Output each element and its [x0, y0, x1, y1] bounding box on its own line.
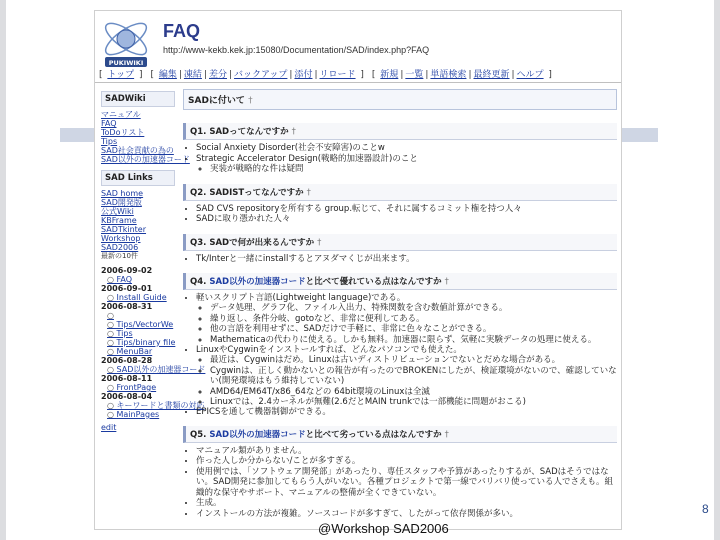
sidebar-sad-link[interactable]: Workshop — [101, 234, 141, 243]
header-divider — [95, 82, 621, 83]
list-item: • 生成。 — [196, 498, 617, 509]
recent-item-link[interactable]: ○ Tips — [101, 329, 175, 338]
q4-list — [183, 293, 617, 418]
sidebar-sad-link[interactable]: SAD開発版 — [101, 198, 142, 207]
recent-label: 最新の10件 — [101, 252, 138, 260]
sidebar-edit-link[interactable]: edit — [101, 423, 117, 432]
right-accent-stripe — [622, 128, 658, 142]
list-item: ◦ AMD64/EM64T/x86_64などの 64bit環境のLinuxは全滅 — [210, 387, 617, 397]
sidebar-wiki-links — [101, 110, 190, 164]
recent-date: 2006-09-01 — [101, 284, 153, 293]
sidebar-sad-link[interactable]: SADTkinter — [101, 225, 147, 234]
list-item: • SADに取り憑かれた人々 — [196, 214, 617, 225]
list-item: ◦ 最近は、Cygwinはだめ。Linuxは古いディストリビューションでないとだめな場合がある。 — [210, 355, 617, 365]
list-item: ◦ Mathematicaの代わりに使える。しかも無料。加速器に限らず、気軽に実験データの処理に使える。 — [210, 335, 617, 345]
heading-q3: Q3. SADで何が出来るんですか † — [183, 234, 617, 251]
sidebar-wiki-link[interactable]: FAQ — [101, 119, 117, 128]
heading-about-sad: SADに付いて † — [183, 89, 617, 110]
list-item: • LinuxやCygwinをインストールすれば、どんなパソコンでも使えた。 ◦ 最近は、Cygwinはだめ。Linuxは古いディストリビューションでないとだめな場合がある。 ◦ Cygwinは、正しく動かないとの報告が有ったのでBROKENにしたが、検証環境がないので、確認していない(開発環境はもう維持していない) ◦ AMD64/EM64T/x86_64などの 64bit環境のLinuxは全滅 ◦ Linuxでは、2.4カーネルが無難(2.6だとMAIN trunkでは一部機能に問題がおこる) — [196, 345, 617, 407]
list-item: ◦ Cygwinは、正しく動かないとの報告が有ったのでBROKENにしたが、検証環境がないので、確認していない(開発環境はもう維持していない) — [210, 366, 617, 387]
sidebar-sad-link[interactable]: SAD2006 — [101, 243, 139, 252]
q3-list — [183, 254, 617, 265]
list-item: • SAD CVS repositoryを所有する group.転じて、それに属するコミット権を持つ人々 — [196, 204, 617, 215]
q1-list — [183, 143, 617, 175]
recent-item-link[interactable]: ○ Tips/binary file — [101, 338, 175, 347]
list-item: • Tk/Interと一緒にinstallするとアヌダマくじが出来ます。 — [196, 254, 617, 265]
sidebar-sad-link[interactable]: SAD home — [101, 189, 144, 198]
list-item: • マニュアル類がありません。 — [196, 446, 617, 457]
menu-link[interactable]: ヘルプ — [516, 70, 544, 80]
main-content — [183, 89, 617, 519]
recent-item-link[interactable]: ○ FAQ — [101, 275, 175, 284]
sidebar-sad-link[interactable]: KBFrame — [101, 216, 137, 225]
recent-item-link[interactable]: ○ Tips/VectorWe — [101, 320, 175, 329]
list-item: ◦ 他の言語を利用せずに、SADだけで手軽に、非常に色々なことができる。 — [210, 324, 617, 334]
browser-screenshot — [94, 10, 622, 530]
recent-item-link[interactable] — [101, 311, 175, 320]
slide-number: 8 — [702, 502, 709, 516]
list-item: • EPICSを通して機器制御ができる。 — [196, 407, 617, 417]
q2-list — [183, 204, 617, 225]
heading-q2: Q2. SADISTってなんですか † — [183, 184, 617, 201]
menu-link[interactable]: 編集 — [158, 70, 177, 80]
menu-link[interactable]: リロード — [319, 70, 356, 80]
recent-item-link[interactable]: ○ キーワードと書類の対応 — [101, 401, 175, 410]
sidebar-heading-sadwiki: SADWiki — [101, 91, 175, 107]
sidebar-sad-links — [101, 189, 175, 252]
list-item: ◦ 実装が戦略的な件は疑問 — [210, 164, 617, 175]
menu-group: [ 新規 | 一覧 | 単語検索 | 最終更新 | ヘルプ ] — [371, 70, 552, 80]
sidebar-wiki-link[interactable]: マニュアル — [101, 110, 141, 119]
sidebar-wiki-link[interactable]: SAD以外の加速器コード — [101, 155, 190, 164]
menu-link[interactable]: 差分 — [208, 70, 227, 80]
right-edge-bar — [714, 0, 720, 540]
menu-link[interactable]: 新規 — [380, 70, 399, 80]
list-item: ◦ データ処理、グラフ化、ファイル入出力、特殊関数を含む数値計算ができる。 — [210, 303, 617, 313]
page-title: FAQ — [163, 21, 201, 41]
recent-item-link[interactable]: ○ SAD以外の加速器コード — [101, 365, 175, 374]
svg-text:PUKIWIKI: PUKIWIKI — [108, 59, 144, 67]
recent-date: 2006-08-31 — [101, 302, 153, 311]
recent-date: 2006-09-02 — [101, 266, 153, 275]
menu-link[interactable]: 単語検索 — [430, 70, 467, 80]
sidebar-sad-link[interactable]: 公式Wiki — [101, 207, 134, 216]
list-item: • 使用例では、「ソフトウェア開発部」があったり、専任スタッフや予算があったりするが、SADはそうではない。SAD開発に参加してもらう人がいない。各種プロジェクトで第一線でバリバリ使っている人でさえも。組織的な保守やサポート、マニュアルの整備が全くできていない。 — [196, 467, 617, 499]
recent-changes — [101, 266, 206, 419]
heading-q5: Q5. SAD以外の加速器コードと比べて劣っている点はなんですか † — [183, 426, 617, 443]
sidebar — [101, 89, 206, 432]
q5-list — [183, 446, 617, 520]
menu-link[interactable]: 添付 — [294, 70, 313, 80]
pukiwiki-logo — [99, 15, 153, 69]
list-item: • 作った人しか分からない/ことが多すぎる。 — [196, 456, 617, 467]
menu-link[interactable]: バックアップ — [234, 70, 288, 80]
recent-item-link[interactable]: ○ FrontPage — [101, 383, 175, 392]
recent-item-link[interactable]: ○ MainPages — [101, 410, 175, 419]
menu-group: [ トップ ] — [99, 70, 143, 80]
left-edge-bar — [0, 0, 6, 540]
heading-q4: Q4. SAD以外の加速器コードと比べて優れている点はなんですか † — [183, 273, 617, 290]
menu-group: [ 編集 | 凍結 | 差分 | バックアップ | 添付 | リロード ] — [150, 70, 364, 80]
slide-footer: @Workshop SAD2006 — [318, 521, 449, 536]
list-item: ◦ 繰り返し、条件分岐、gotoなど、非常に便利してある。 — [210, 314, 617, 324]
recent-date: 2006-08-04 — [101, 392, 153, 401]
recent-date: 2006-08-28 — [101, 356, 153, 365]
list-item: • Strategic Accelerator Design(戦略的加速器設計)のこと ◦ 実装が戦略的な件は疑問 — [196, 154, 617, 175]
list-item: ◦ Linuxでは、2.4カーネルが無難(2.6だとMAIN trunkでは一部機能に問題がおこる) — [210, 397, 617, 407]
menu-link[interactable]: 最終更新 — [473, 70, 510, 80]
menu-link[interactable]: 一覧 — [405, 70, 424, 80]
menu-link[interactable]: トップ — [107, 70, 135, 80]
list-item: • Social Anxiety Disorder(社会不安障害)のことw — [196, 143, 617, 154]
left-accent-stripe — [60, 128, 96, 142]
list-item: • インストールの方法が複雑。ソースコードが多すぎて、したがって依存関係が多い。 — [196, 509, 617, 520]
recent-date: 2006-08-11 — [101, 374, 153, 383]
page-url[interactable]: http://www-kekb.kek.jp:15080/Documentation/SAD/index.php?FAQ — [163, 45, 430, 55]
sidebar-wiki-link[interactable]: Tips — [101, 137, 118, 146]
menu-link[interactable]: 凍結 — [183, 70, 202, 80]
sidebar-wiki-link[interactable]: ToDoリスト — [101, 128, 145, 137]
heading-q1: Q1. SADってなんですか † — [183, 123, 617, 140]
sidebar-wiki-link[interactable]: SAD社会貢献の為の — [101, 146, 174, 155]
list-item: • 軽いスクリプト言語(Lightweight language)である。 ◦ データ処理、グラフ化、ファイル入出力、特殊関数を含む数値計算ができる。 ◦ 繰り返し、条件分岐、gotoなど、非常に便利してある。 ◦ 他の言語を利用せずに、SADだけで手軽に、非常に色々なことができる。 ◦ Mathematicaの代わりに使える。しかも無料。加速器に限らず、気軽に実験データの処理に使える。 — [196, 293, 617, 345]
recent-item-link[interactable]: ○ MenuBar — [101, 347, 175, 356]
sidebar-heading-sad-links: SAD Links — [101, 170, 175, 186]
recent-item-link[interactable]: ○ Install Guide — [101, 293, 175, 302]
wiki-menu-bar — [99, 67, 619, 80]
